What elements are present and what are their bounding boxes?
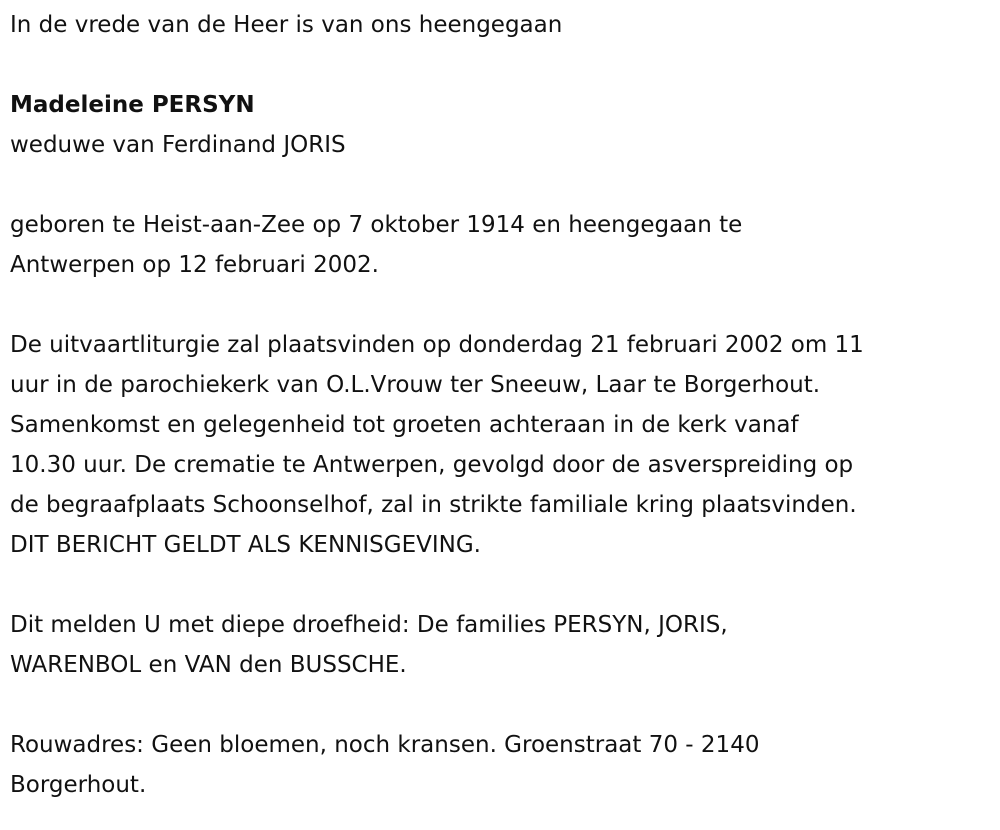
paragraph-line: DIT BERICHT GELDT ALS KENNISGEVING. [10, 532, 481, 558]
paragraph-line: Borgerhout. [10, 772, 147, 798]
birth-death-paragraph [10, 205, 990, 285]
intro-line: In de vrede van de Heer is van ons heengegaan [10, 12, 563, 38]
spacer [10, 45, 990, 85]
deceased-relation: weduwe van Ferdinand JORIS [10, 132, 346, 158]
paragraph-line: Antwerpen op 12 februari 2002. [10, 252, 379, 278]
paragraph-line: de begraafplaats Schoonselhof, zal in strikte familiale kring plaatsvinden. [10, 492, 857, 518]
spacer [10, 685, 990, 725]
spacer [10, 165, 990, 205]
paragraph-line: geboren te Heist-aan-Zee op 7 oktober 1914 en heengegaan te [10, 212, 743, 238]
paragraph-line: De uitvaartliturgie zal plaatsvinden op donderdag 21 februari 2002 om 11 [10, 332, 864, 358]
paragraph-line: 10.30 uur. De crematie te Antwerpen, gevolgd door de asverspreiding op [10, 452, 854, 478]
spacer [10, 565, 990, 605]
spacer [10, 285, 990, 325]
paragraph-line: WARENBOL en VAN den BUSSCHE. [10, 652, 407, 678]
death-notice [10, 5, 990, 805]
ceremony-paragraph [10, 325, 990, 565]
paragraph-line: Rouwadres: Geen bloemen, noch kransen. Groenstraat 70 - 2140 [10, 732, 760, 758]
paragraph-line: Dit melden U met diepe droefheid: De families PERSYN, JORIS, [10, 612, 728, 638]
families-paragraph [10, 605, 990, 685]
address-paragraph [10, 725, 990, 805]
paragraph-line: Samenkomst en gelegenheid tot groeten achteraan in de kerk vanaf [10, 412, 799, 438]
paragraph-line: uur in de parochiekerk van O.L.Vrouw ter Sneeuw, Laar te Borgerhout. [10, 372, 821, 398]
deceased-name: Madeleine PERSYN [10, 92, 255, 118]
